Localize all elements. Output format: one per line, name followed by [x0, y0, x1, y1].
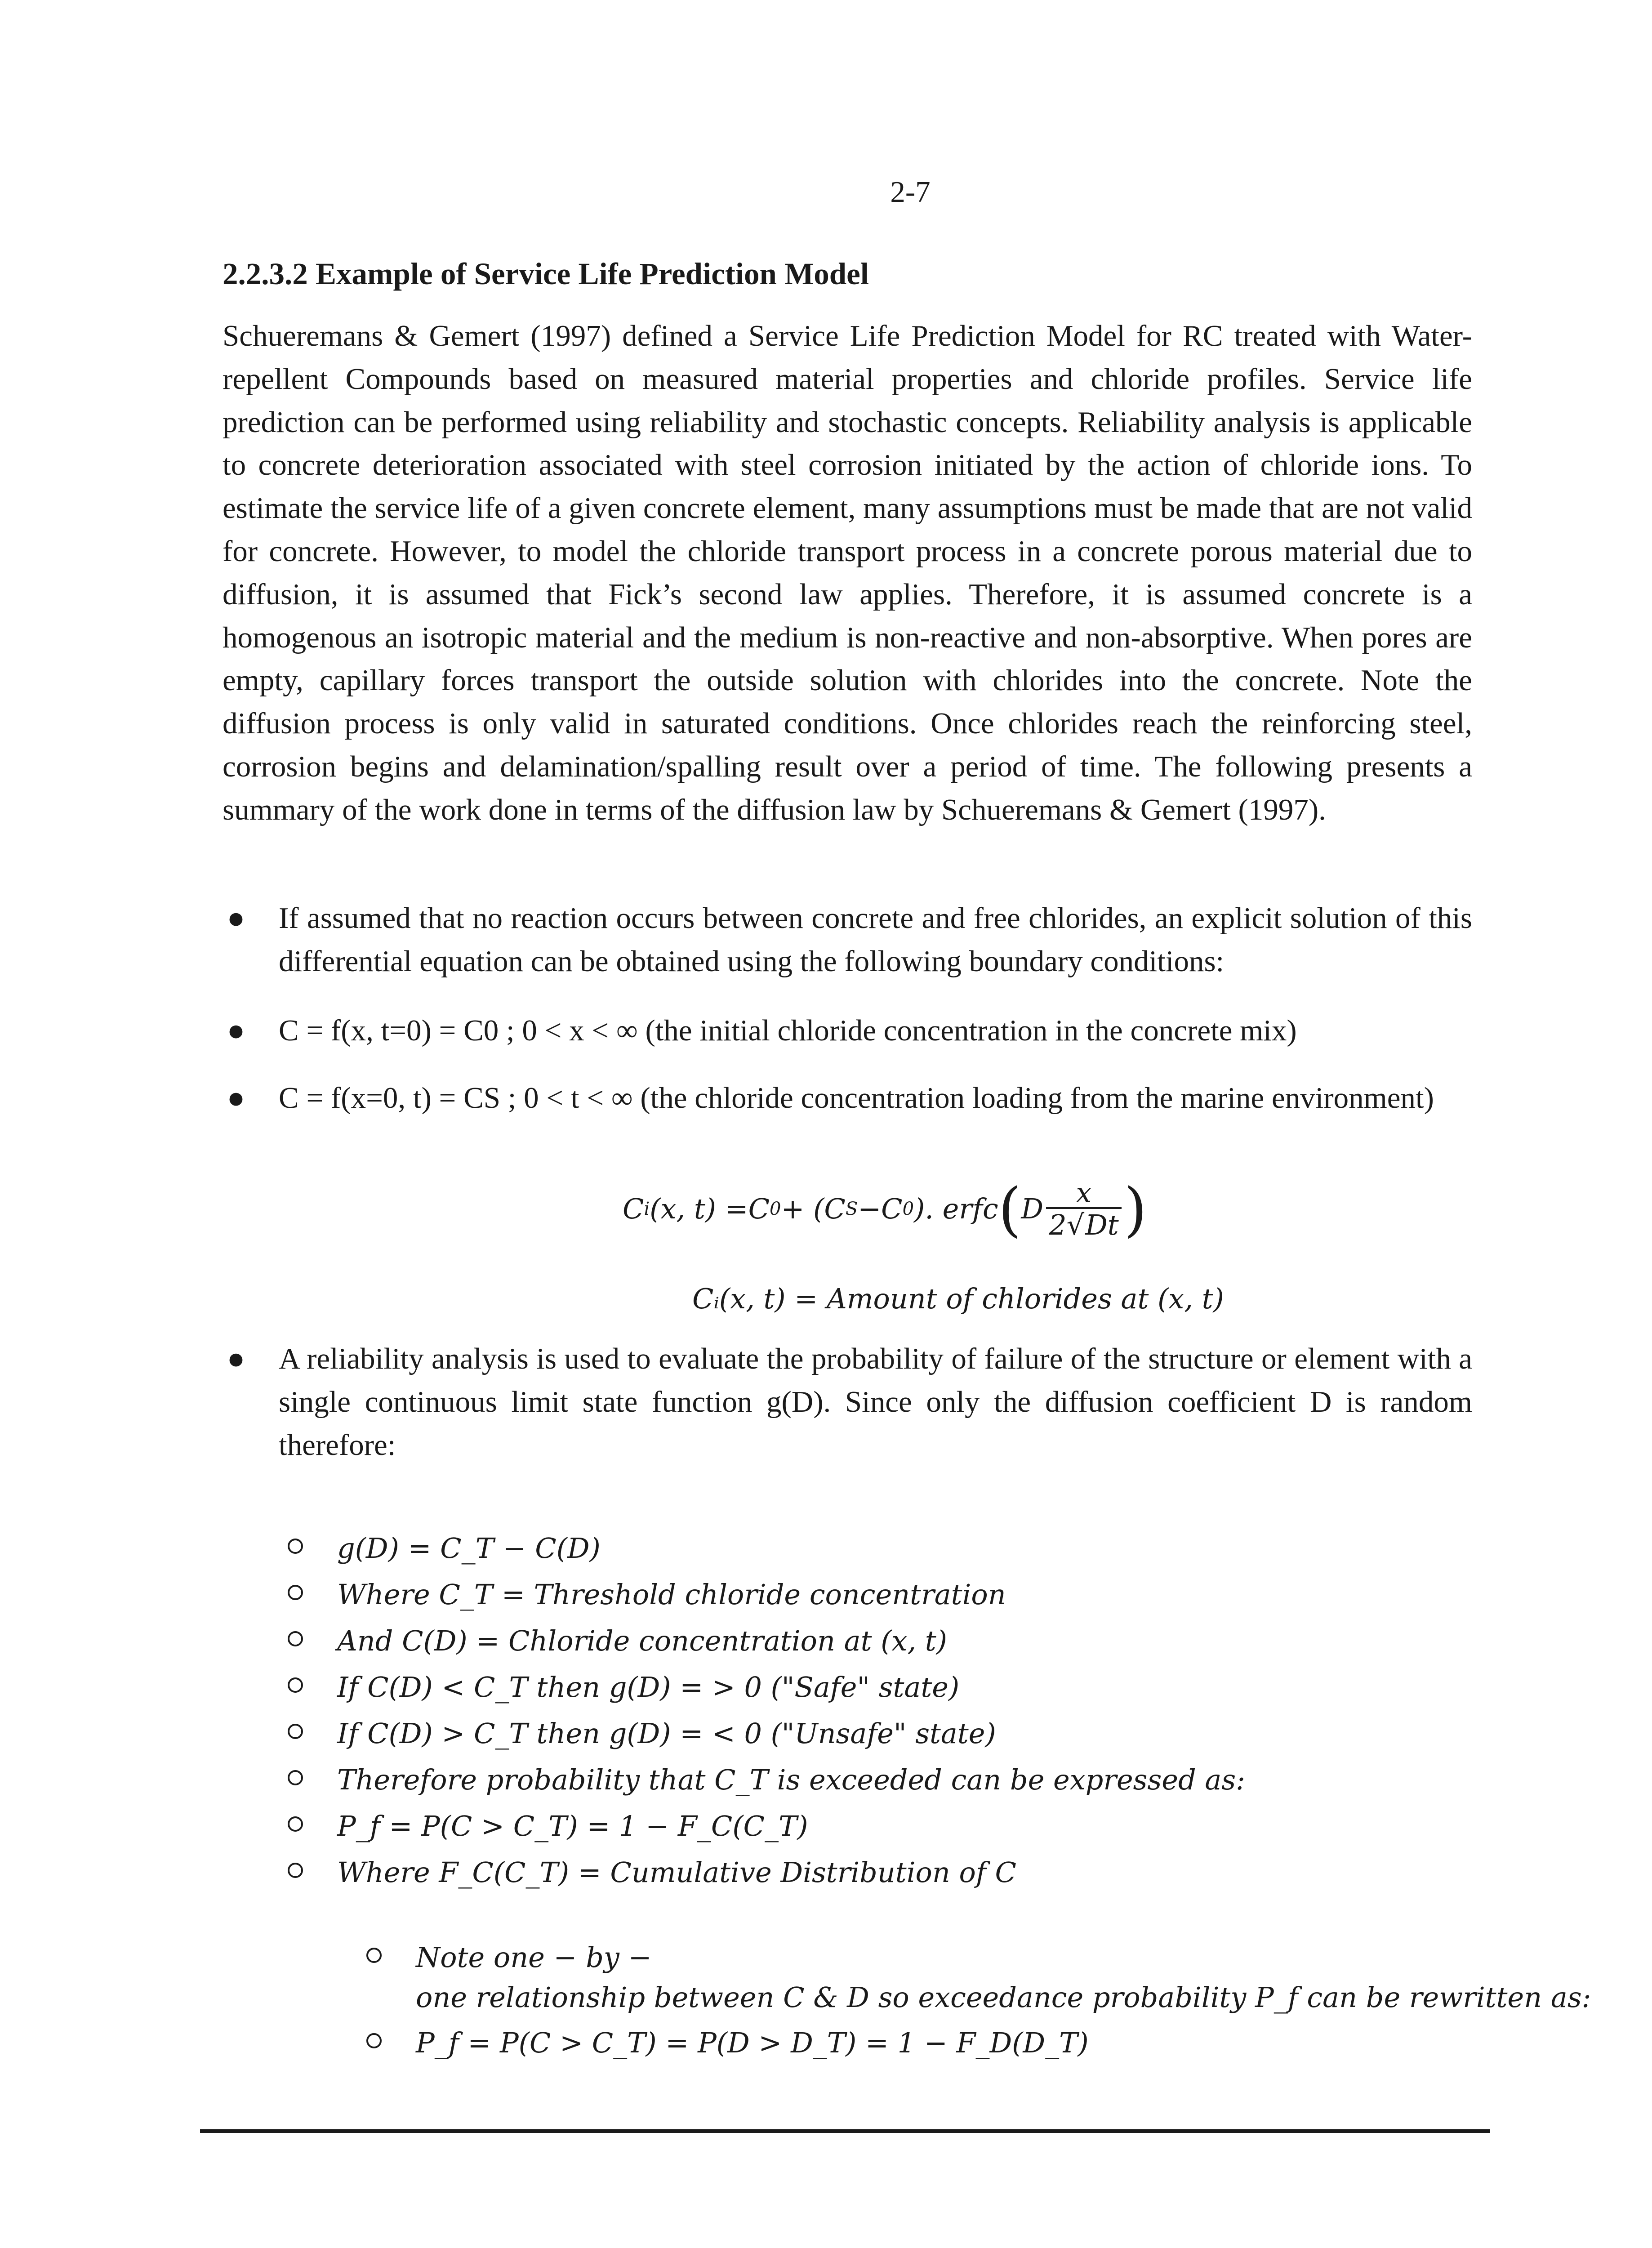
bullet-icon: ●	[227, 1342, 245, 1375]
document-page: 2-7 2.2.3.2 Example of Service Life Prediction Model Schueremans & Gemert (1997) defined a Service Life Prediction Model for RC treated with Water-repellent Compounds based on measured material properties and chloride profiles. Service life prediction can be performed using reliability and stochastic concepts. Reliability analysis is applicable to concrete deterioration associated with steel corrosion initiated by the action of chloride ions. To estimate the service life of a given concrete element, many assumptions must be made that are not valid for concrete. However, to model the chloride transport process in a concrete porous material due to diffusion, it is assumed that Fick’s second law applies. Therefore, it is assumed concrete is a homogenous an isotropic material and the medium is non-reactive and non-absorptive. When pores are empty, capillary forces transport the outside solution with chlorides into the concrete. Note the diffusion process is only valid in saturated conditions. Once chlorides reach the reinforcing steel, corrosion begins and delamination/spalling result over a period of time. The following presents a summary of the work done in terms of the diffusion law by Schueremans & Gemert (1997). ● If assumed that no reaction occurs between concrete and free chlorides, an explicit solution of this differential equation can be obtained using the following boundary conditions: ● C = f(x, t=0) = C0 ; 0 < x < ∞ (the initial chloride concentration in the concrete mix) ● C = f(x=0, t) = CS ; 0 < t < ∞ (the chloride concentration loading from the marine environment) C i (x, t) = C 0 + ( C S − C 0 ). erfc ( D $\frac{x}{2√Dt}$ ) Cᵢ(x, t) = Amount of chlorides at (x, t) ● A reliability analysis is used to evaluate the probability of failure of the structure or element with a single continuous limit state function g(D). Since only the diffusion coefficient D is random therefore: g(D) = C_T − C(D) Where C_T = Threshold chloride concentration And C(D) = Chloride concentration at (x, t) If C(D) < C_T then g(D) = > 0 ("Safe" state) If C(D) > C_T then g(D) = < 0 ("Unsafe" state) Therefore probability that C_T is exceeded can be expressed as: P_f = P(C > C_T) = 1 − F_C(C_T) Where F_C(C_T) = Cumulative Distribution of C Note one − by − one relationship between C & D so exceedance probability P_f can be rewritten as: P_f = P(C > C_T) = P(D > D_T) = 1 − F_D(D_T)	[0, 0, 1652, 2248]
page-number: 2-7	[890, 175, 931, 209]
hollow-bullet-icon	[288, 1670, 306, 1688]
intro-paragraph: Schueremans & Gemert (1997) defined a Service Life Prediction Model for RC treated with Water-repellent Compounds based on measured material properties and chloride profiles. Service life prediction can be performed using reliability and stochastic concepts. Reliability analysis is applicable to concrete deterioration associated with steel corrosion initiated by the action of chloride ions. To estimate the service life of a given concrete element, many assumptions must be made that are not valid for concrete. However, to model the chloride transport process in a concrete porous material due to diffusion, it is assumed that Fick’s second law applies. Therefore, it is assumed concrete is a homogenous an isotropic material and the medium is non-reactive and non-absorptive. When pores are empty, capillary forces transport the outside solution with chlorides into the concrete. Note the diffusion process is only valid in saturated conditions. Once chlorides reach the reinforcing steel, corrosion begins and delamination/spalling result over a period of time. The following presents a summary of the work done in terms of the diffusion law by Schueremans & Gemert (1997).	[223, 319, 1472, 826]
hollow-bullet-icon	[288, 1717, 306, 1735]
footer-divider	[200, 2129, 1490, 2133]
section-heading: 2.2.3.2 Example of Service Life Prediction Model	[223, 257, 869, 291]
hollow-bullet-icon	[288, 1855, 306, 1873]
chloride-amount-equation: Cᵢ(x, t) = Amount of chlorides at (x, t)	[692, 1282, 1224, 1315]
bullet-item: ● C = f(x, t=0) = C0 ; 0 < x < ∞ (the initial chloride concentration in the concrete mix)	[223, 1009, 1472, 1053]
hollow-bullet-icon	[366, 2026, 384, 2044]
bullet-item: ● If assumed that no reaction occurs between concrete and free chlorides, an explicit solution of this differential equation can be obtained using the following boundary conditions:	[223, 897, 1472, 983]
bullet-list	[223, 1077, 1472, 1120]
equation-fraction: $\frac{x}{2√Dt}$	[1046, 1178, 1122, 1240]
hollow-bullet-icon	[288, 1578, 306, 1596]
bullet-item: ● C = f(x=0, t) = CS ; 0 < t < ∞ (the chloride concentration loading from the marine environment)	[223, 1077, 1472, 1120]
bullet-icon: ●	[227, 1081, 245, 1115]
hollow-bullet-icon	[366, 1940, 384, 1958]
hollow-bullet-icon	[288, 1763, 306, 1781]
diffusion-equation: C i (x, t) = C 0 + ( C S − C 0 ). erfc ( D $\frac{x}{2√Dt}$ )	[623, 1175, 1147, 1244]
bullet-list	[223, 897, 1472, 983]
bullet-icon: ●	[227, 901, 245, 935]
bullet-item: ● A reliability analysis is used to evaluate the probability of failure of the structure or element with a single continuous limit state function g(D). Since only the diffusion coefficient D is random therefore:	[223, 1338, 1472, 1467]
hollow-bullet-icon	[288, 1809, 306, 1827]
bullet-list	[223, 1009, 1472, 1053]
bullet-list	[223, 1338, 1472, 1467]
hollow-bullet-icon	[288, 1531, 306, 1549]
bullet-icon: ●	[227, 1014, 245, 1047]
hollow-bullet-icon	[288, 1624, 306, 1642]
